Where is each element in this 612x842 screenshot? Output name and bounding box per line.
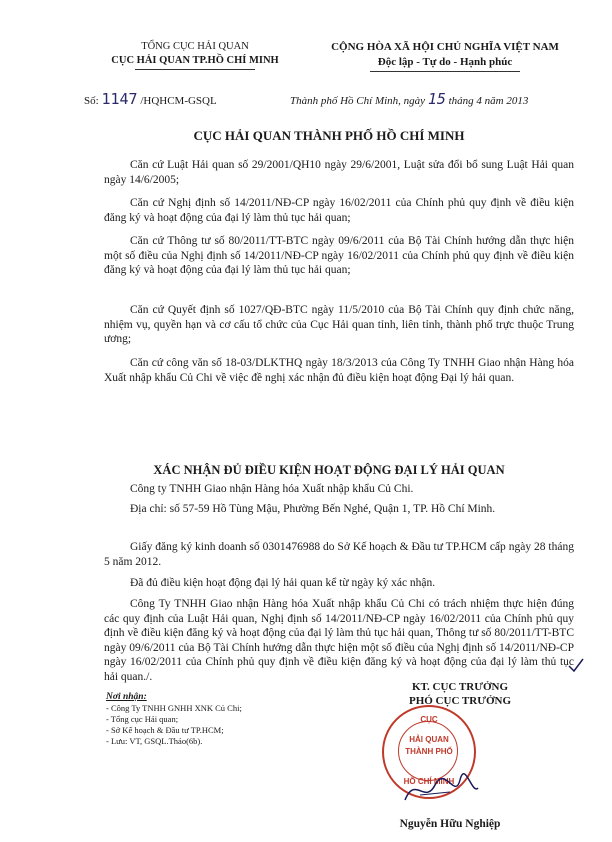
- body-effective: Đã đủ điều kiện hoạt động đại lý hải quan kể từ ngày ký xác nhận.: [130, 577, 436, 589]
- issuer-name: CỤC HẢI QUAN TP.HỒ CHÍ MINH: [111, 55, 279, 66]
- date-place: Thành phố Hồ Chí Minh, ngày: [290, 95, 426, 107]
- document-title: CỤC HẢI QUAN THÀNH PHỐ HỒ CHÍ MINH: [193, 128, 465, 143]
- basis-paragraph-2: Căn cứ Nghị định số 14/2011/NĐ-CP ngày 16/02/2011 của Chính phủ quy định về điều kiện đăng ký và hoạt động của đại lý làm thủ tục hải quan;: [104, 197, 574, 224]
- national-name: CỘNG HÒA XÃ HỘI CHỦ NGHĨA VIỆT NAM: [331, 41, 559, 53]
- document-date: [290, 90, 528, 108]
- seal-text-mid: HẢI QUAN: [409, 735, 449, 744]
- recipient-item: - Lưu: VT, GSQL.Thảo(6b).: [106, 736, 203, 746]
- motto-underline: [370, 71, 520, 72]
- date-day: 15: [427, 90, 446, 108]
- initial-mark-icon: [568, 658, 584, 672]
- basis-paragraph-1: Căn cứ Luật Hải quan số 29/2001/QH10 ngày 29/6/2001, Luật sửa đổi bổ sung Luật Hải quan ngày 14/6/2005;: [104, 159, 574, 186]
- date-rest: tháng 4 năm 2013: [448, 95, 529, 107]
- basis-paragraph-5: Căn cứ công văn số 18-03/DLKTHQ ngày 18/3/2013 của Công Ty TNHH Giao nhận Hàng hóa Xuất nhập khẩu Củ Chi về việc đề nghị xác nhận đủ điều kiện hoạt động Đại lý hải quan.: [104, 357, 574, 384]
- signature-block: [350, 680, 570, 708]
- signature-title-1: KT. CỤC TRƯỞNG: [411, 681, 509, 693]
- body-responsibility: Công Ty TNHH Giao nhận Hàng hóa Xuất nhập khẩu Củ Chi có trách nhiệm thực hiện đúng các quy định của Luật Hải quan, Nghị định số 14/2011/NĐ-CP ngày 16/02/2011 của Chính phủ quy định về điều kiện đăng ký và hoạt động của đại lý làm thủ tục hải quan, Thông tư số 80/2011/TT-BTC ngày 09/6/2011 của Bộ Tài Chính hướng dẫn thực hiện một số điều của Nghị định số 14/2011/NĐ-CP ngày 16/02/2011 của Chính phủ quy định về điều kiện đăng ký và hoạt động của đại lý làm thủ tục hải quan./.: [104, 598, 574, 683]
- issuer-underline: [135, 69, 255, 70]
- basis-paragraph-4: Căn cứ Quyết định số 1027/QĐ-BTC ngày 11/5/2010 của Bộ Tài Chính quy định chức năng, nhiệm vụ, quyền hạn và cơ cấu tổ chức của Cục Hải quan tỉnh, liên tỉnh, thành phố trực thuộc Trung ương;: [104, 304, 574, 345]
- seal-text-top: CỤC: [420, 715, 438, 724]
- issuer-header: [90, 40, 300, 70]
- doc-number-prefix: Số:: [84, 95, 99, 107]
- issuer-parent: TỔNG CỤC HẢI QUAN: [141, 41, 249, 52]
- recipients-title: Nơi nhận:: [106, 692, 147, 702]
- recipients-block: [106, 692, 336, 747]
- national-motto: Độc lập - Tự do - Hạnh phúc: [377, 56, 513, 68]
- seal-text-mid2: THÀNH PHỐ: [405, 747, 453, 756]
- basis-paragraph-3: Căn cứ Thông tư số 80/2011/TT-BTC ngày 09/6/2011 của Bộ Tài Chính hướng dẫn thực hiện một số điều của Nghị định số 14/2011/NĐ-CP ngày 16/02/2011 của Chính phủ quy định về điều kiện đăng ký và hoạt động của đại lý làm thủ tục hải quan;: [104, 235, 574, 276]
- confirmation-heading: XÁC NHẬN ĐỦ ĐIỀU KIỆN HOẠT ĐỘNG ĐẠI LÝ HẢI QUAN: [153, 463, 505, 477]
- body-address: Địa chỉ: số 57-59 Hồ Tùng Mậu, Phường Bến Nghé, Quận 1, TP. Hồ Chí Minh.: [130, 503, 496, 515]
- signer-name: Nguyễn Hữu Nghiệp: [399, 818, 501, 830]
- recipient-item: - Sở Kế hoạch & Đầu tư TP.HCM;: [106, 725, 224, 735]
- body-company: Công ty TNHH Giao nhận Hàng hóa Xuất nhập khẩu Củ Chi.: [130, 483, 414, 495]
- doc-number-value: 1147: [101, 90, 138, 108]
- recipient-item: - Tổng cục Hải quan;: [106, 714, 179, 724]
- body-license: Giấy đăng ký kinh doanh số 0301476988 do Sở Kế hoạch & Đầu tư TP.HCM cấp ngày 28 tháng 5 năm 2012.: [104, 541, 574, 568]
- doc-number-suffix: /HQHCM-GSQL: [140, 95, 217, 107]
- recipient-item: - Công Ty TNHH GNHH XNK Củ Chi;: [106, 703, 242, 713]
- seal-text-bottom: HỒ CHÍ MINH: [403, 777, 455, 786]
- national-header: [300, 40, 590, 72]
- signature-title-2: PHÓ CỤC TRƯỞNG: [408, 695, 512, 707]
- handwritten-signature: [400, 770, 480, 810]
- document-number: [84, 90, 217, 108]
